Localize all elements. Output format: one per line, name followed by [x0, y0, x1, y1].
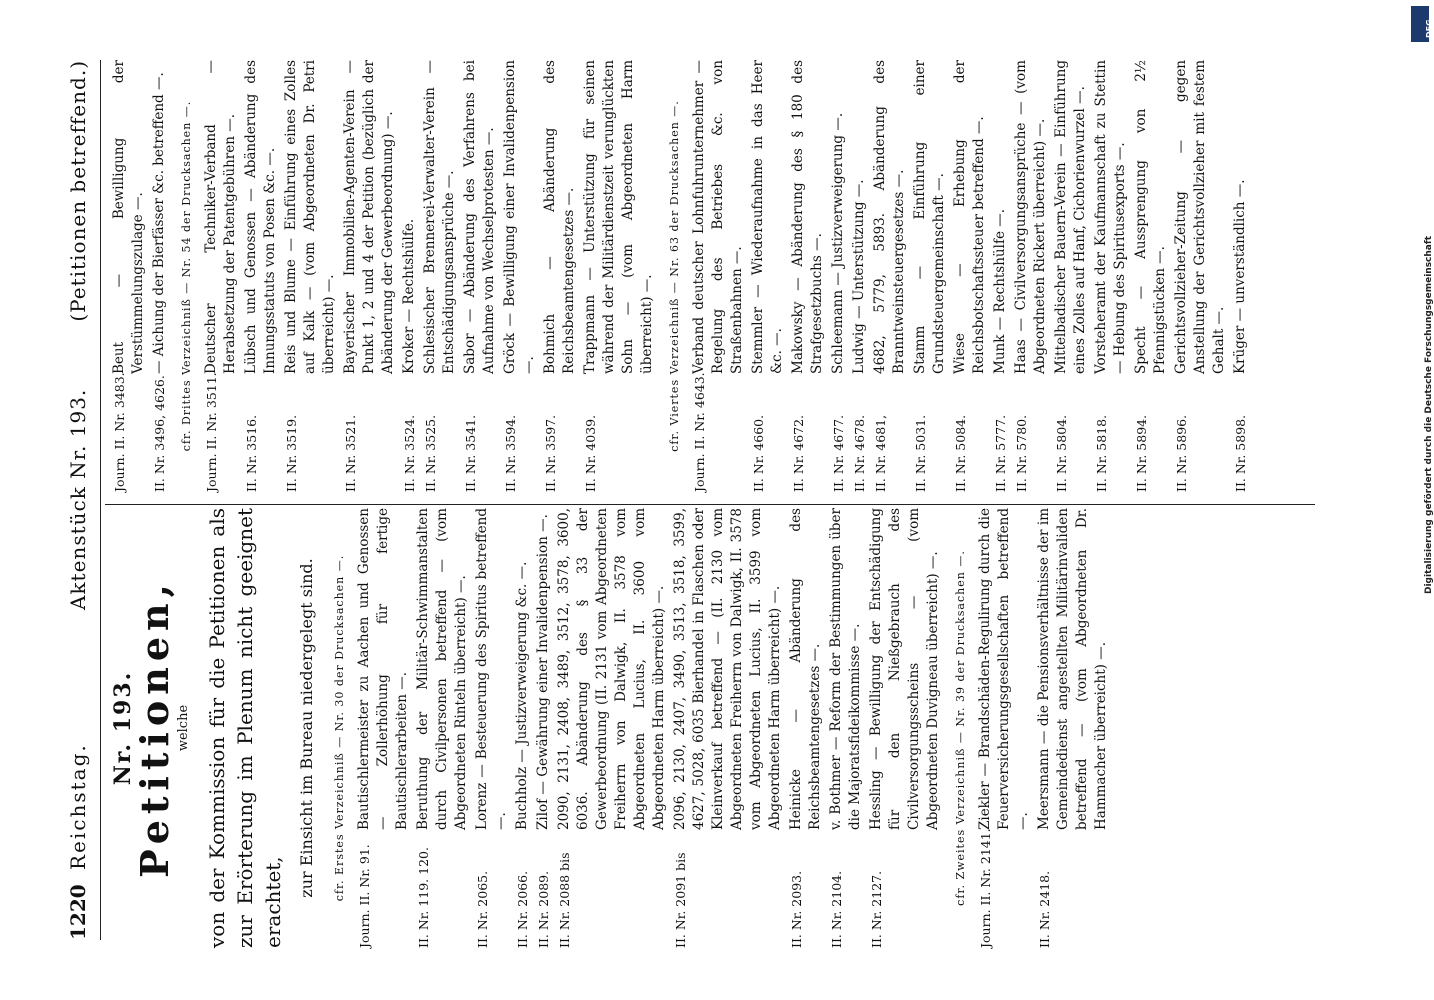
journal-reference: II. Nr. 4660.: [751, 414, 766, 492]
title-block: [110, 508, 316, 948]
petition-text: Gerichtsvollzieher-Zeitung — gegen Anstellung der Gerichtsvollzieher mit festem Gehalt —.: [1173, 60, 1227, 374]
petition-entry: [355, 508, 412, 948]
petition-text: Gröck — Bewilligung einer Invalidenpension —.: [502, 60, 537, 374]
journal-reference: Journ. II. Nr. 91.: [357, 844, 372, 948]
petition-text: Specht — Aussprengung von 2½ Pfennigstücken —.: [1133, 60, 1168, 374]
petition-text: Zilof — Gewährung einer Invalidenpension —.: [535, 514, 551, 830]
column-divider: [105, 504, 1315, 505]
left-column: [110, 508, 1330, 948]
section-heading: cfr. Drittes Verzeichniß — Nr. 54 der Drucksachen —.: [180, 100, 193, 452]
petition-text: 2096, 2130, 2407, 3490, 3513, 3518, 3599, 4627, 5028, 6035 Bierhandel in Flaschen oder Kleinverkauf betreffend — (II. 2130 vom Abgeordneten Freiherrn von Dalwigk, II. 3578 vom Abgeordneten Lucius, II. 3599 vom Abgeordneten Harm überreicht) —.: [672, 508, 783, 830]
journal-reference: II. Nr. 2091 bis: [673, 852, 688, 948]
journal-reference: II. Nr. 3519.: [284, 414, 299, 492]
petition-entry: [789, 60, 827, 492]
petition-entry: [1052, 60, 1090, 492]
petition-entry: [787, 508, 825, 948]
right-sections: [110, 60, 1250, 492]
journal-reference: Journ. II. Nr. 3511.: [204, 372, 219, 492]
journal-reference: II. Nr. 2418.: [1037, 870, 1052, 948]
petition-text: v. Bothmer — Reform der Bestimmungen über die Majoratsfideikommisse —.: [828, 508, 863, 830]
journal-reference: II. Nr. 5804.: [1054, 414, 1069, 492]
petition-entry: [871, 60, 909, 492]
petition-text: Verband deutscher Lohnfuhrunternehmer — Regelung des Betriebes &c. von Straßenbahnen —.: [691, 60, 745, 374]
journal-reference: II. Nr. 4677.: [831, 414, 846, 492]
journal-reference: II. Nr. 5894.: [1134, 414, 1149, 492]
petition-entry: [473, 508, 511, 948]
petition-text: Wiese — Erhebung der Reichsbotschaftssteuer betreffend —.: [952, 60, 987, 374]
journal-reference: Journ. II. Nr. 2141.: [978, 828, 993, 948]
journal-reference: II. Nr. 3496, 4626.: [152, 375, 167, 492]
journal-reference: II. Nr. 5780.: [1014, 414, 1029, 492]
petition-entry: [414, 508, 471, 948]
left-sections: [330, 508, 1111, 948]
document-title: Petitionen,: [132, 578, 177, 878]
section-heading: cfr. Erstes Verzeichniß — Nr. 30 der Drucksachen —.: [333, 554, 346, 902]
petition-entry: [976, 508, 1033, 948]
petition-text: Makowsky — Abänderung des § 180 des Strafgesetzbuchs —.: [790, 60, 825, 374]
journal-reference: II. Nr. 4681,: [873, 414, 888, 492]
journal-reference: II. Nr. 5031.: [913, 414, 928, 492]
petition-text: Hessling — Bewilligung der Entschädigung für den Nießgebrauch des Civilversorgungsscheins — (vom Abgeordneten Duvigneau überreicht) —.: [868, 508, 941, 830]
petition-entry: [202, 60, 240, 492]
petition-entry: [541, 60, 579, 492]
petition-text: Buchholz — Justizverweigerung &c. —.: [514, 561, 530, 830]
petition-text: — Aichung der Bierfässer &c. betreffend —.: [151, 72, 167, 374]
journal-reference: II. Nr. 3521.: [343, 414, 358, 492]
petition-entry: [690, 60, 747, 492]
petition-entry: [867, 508, 943, 948]
journal-reference: Journ. II. Nr. 4643.: [692, 372, 707, 492]
petition-entry: [501, 60, 539, 492]
journal-reference: II. Nr. 4672.: [791, 414, 806, 492]
running-header: [60, 60, 101, 940]
petition-entry: [581, 60, 657, 492]
journal-reference: II. Nr. 3524.: [402, 414, 417, 492]
petition-text: Krüger — unverständlich —.: [1232, 179, 1248, 374]
petition-text: Haas — Civilversorgungsansprüche — (vom Abgeordneten Rickert überreicht) —.: [1013, 60, 1048, 374]
petition-entry: [911, 60, 949, 492]
journal-reference: II. Nr. 3597.: [543, 414, 558, 492]
journal-reference: II. Nr. 5898.: [1233, 414, 1248, 492]
journal-reference: II. Nr. 2093.: [789, 870, 804, 948]
page-number: 1220: [66, 884, 90, 940]
journal-reference: II. Nr. 5084.: [953, 414, 968, 492]
journal-reference: II. Nr. 2127.: [869, 870, 884, 948]
journal-reference: Journ. II. Nr. 3483.: [112, 372, 127, 492]
petition-text: Stemmler — Wiederaufnahme in das Heer &c. —.: [750, 60, 785, 374]
petition-entry: [421, 60, 459, 492]
petition-text: Kroker — Rechtshülfe.: [401, 218, 417, 374]
petition-text: Ziekler — Brandschäden-Regulirung durch die Feuerversicherungsgesellschaften betreffend —.: [977, 508, 1031, 830]
petition-entry: [534, 508, 553, 948]
petition-text: Sabor — Abänderung des Verfahrens bei Aufnahme von Wechselprotesten —.: [462, 60, 497, 374]
petition-entry: [1132, 60, 1170, 492]
petition-entry: [341, 60, 398, 492]
petition-entry: [1012, 60, 1050, 492]
petition-entry: [282, 60, 339, 492]
petition-text: Beruthung der Militär-Schwimmanstalten durch Civilpersonen betreffend — (vom Abgeordneten Rinteln überreicht) —.: [415, 508, 469, 830]
petition-text: 4682, 5779, 5893. Abänderung des Branntweinsteuergesetzes —.: [872, 60, 907, 374]
header-center: Aktenstück Nr. 193.: [66, 388, 90, 610]
journal-reference: II. Nr. 5818.: [1094, 414, 1109, 492]
petition-entry: [110, 60, 148, 492]
dfg-logo: [1411, 6, 1434, 42]
journal-reference: II. Nr. 2065.: [475, 870, 490, 948]
header-left: Reichstag.: [66, 743, 90, 870]
petition-text: Bohmich — Abänderung des Reichsbeamtengesetzes —.: [542, 60, 577, 374]
petition-text: Lübsch und Genossen — Abänderung des Innungsstatuts von Posen &c. —.: [243, 60, 278, 374]
title-welche: welche: [176, 704, 191, 752]
petition-text: Meersmann — die Pensionsverhältnisse der im Gemeindedienst angestellten Militärinvaliden betreffend — (vom Abgeordneten Dr. Hammacher überreicht) —.: [1036, 508, 1109, 830]
petition-entry: [513, 508, 532, 948]
journal-reference: II. Nr. 5896.: [1174, 414, 1189, 492]
journal-reference: II. Nr. 2104.: [829, 870, 844, 948]
journal-reference: II. Nr. 5777.: [993, 414, 1008, 492]
petition-text: Vorsteheramt der Kaufmannschaft zu Stettin — Hebung des Spiritusexports —.: [1093, 60, 1128, 374]
petition-text: Schlesischer Brennerei-Verwalter-Verein — Entschädigungsansprüche —.: [422, 60, 457, 374]
journal-reference: II. Nr. 2088 bis: [557, 852, 572, 948]
title-reading-room: zur Einsicht im Bureau niedergelegt sind.: [297, 558, 316, 898]
journal-reference: II. Nr. 119. 120.: [416, 847, 431, 948]
header-right: (Petitionen betreffend.): [66, 60, 90, 322]
petition-text: Beut — Bewilligung der Verstümmelungszulage —.: [111, 60, 146, 374]
petition-entry: [461, 60, 499, 492]
petition-entry: [850, 60, 869, 492]
petition-entry: [242, 60, 280, 492]
journal-reference: II. Nr. 2066.: [515, 870, 530, 948]
right-column: [110, 60, 1330, 492]
journal-reference: II. Nr. 3516.: [244, 414, 259, 492]
petition-entry: [1092, 60, 1130, 492]
petition-text: Munk — Rechtshülfe —.: [992, 208, 1008, 374]
petition-entry: [671, 508, 785, 948]
petition-text: Bautischlermeister zu Aachen und Genossen — Zollerhöhung für fertige Bautischlerarbeiten —.: [356, 508, 410, 830]
document-number: Nr. 193.: [110, 670, 136, 786]
journal-reference: II. Nr. 3541.: [463, 414, 478, 492]
petition-text: Mittelbadischer Bauern-Verein — Einführung eines Zolles auf Hanf, Cichorienwurzel —.: [1053, 60, 1088, 374]
petition-entry: [555, 508, 669, 948]
petition-text: Deutscher Techniker-Verband — Herabsetzung der Patentgebühren —.: [203, 60, 238, 374]
petition-text: Reis und Blume — Einführung eines Zolles auf Kalk — (vom Abgeordneten Dr. Petri überreicht) —.: [283, 60, 337, 374]
journal-reference: II. Nr. 4678.: [852, 414, 867, 492]
petition-text: Schleemann — Justizverweigerung —.: [830, 112, 846, 374]
section-heading: cfr. Zweites Verzeichniß — Nr. 39 der Drucksachen —.: [954, 550, 967, 906]
section-heading: cfr. Viertes Verzeichniß — Nr. 63 der Drucksachen —.: [668, 100, 681, 452]
petition-text: Stamm — Einführung einer Grundsteuergemeinschaft —.: [912, 60, 947, 374]
petition-text: Bayerischer Immobilien-Agenten-Verein — Punkt 1, 2 und 4 der Petition (bezüglich der Abänderung der Gewerbeordnung) —.: [342, 60, 396, 374]
petition-text: Ludwig — Unterstützung —.: [851, 179, 867, 374]
journal-reference: II. Nr. 2089.: [536, 870, 551, 948]
petition-text: Lorenz — Besteuerung des Spiritus betreffend —.: [474, 508, 509, 830]
petition-entry: [1231, 60, 1250, 492]
petition-entry: [991, 60, 1010, 492]
petition-entry: [1172, 60, 1229, 492]
petition-entry: [829, 60, 848, 492]
title-intro: von der Kommission für die Petitionen als zur Erörterung im Plenum nicht geeignet erachtet,: [205, 508, 285, 948]
petition-text: Heinicke — Abänderung des Reichsbeamtengesetzes —.: [788, 508, 823, 830]
credit-text: Digitalisierung gefördert durch die Deutsche Forschungsgemeinschaft: [1424, 235, 1434, 594]
petition-entry: [1035, 508, 1111, 948]
journal-reference: II. Nr. 3594.: [503, 414, 518, 492]
petition-text: Trappmann — Unterstützung für seinen während der Militärdienstzeit verunglückten Sohn — (vom Abgeordneten Harm überreicht) —.: [582, 60, 655, 374]
petition-entry: [400, 60, 419, 492]
petition-entry: [749, 60, 787, 492]
petition-entry: [827, 508, 865, 948]
petition-entry: [951, 60, 989, 492]
journal-reference: II. Nr. 4039.: [583, 414, 598, 492]
petition-text: 2090, 2131, 2408, 3489, 3512, 3578, 3600, 6036. Abänderung des § 33 der Gewerbeordnung (II. 2131 vom Abgeordneten Freiherrn von Dalwigk, II. 3578 vom Abgeordneten Lucius, II. 3600 vom Abgeordneten Harm überreicht) —.: [556, 508, 667, 830]
dfg-logo-text: DFG: [1425, 19, 1434, 38]
petition-entry: [150, 60, 169, 492]
journal-reference: II. Nr. 3525.: [423, 414, 438, 492]
